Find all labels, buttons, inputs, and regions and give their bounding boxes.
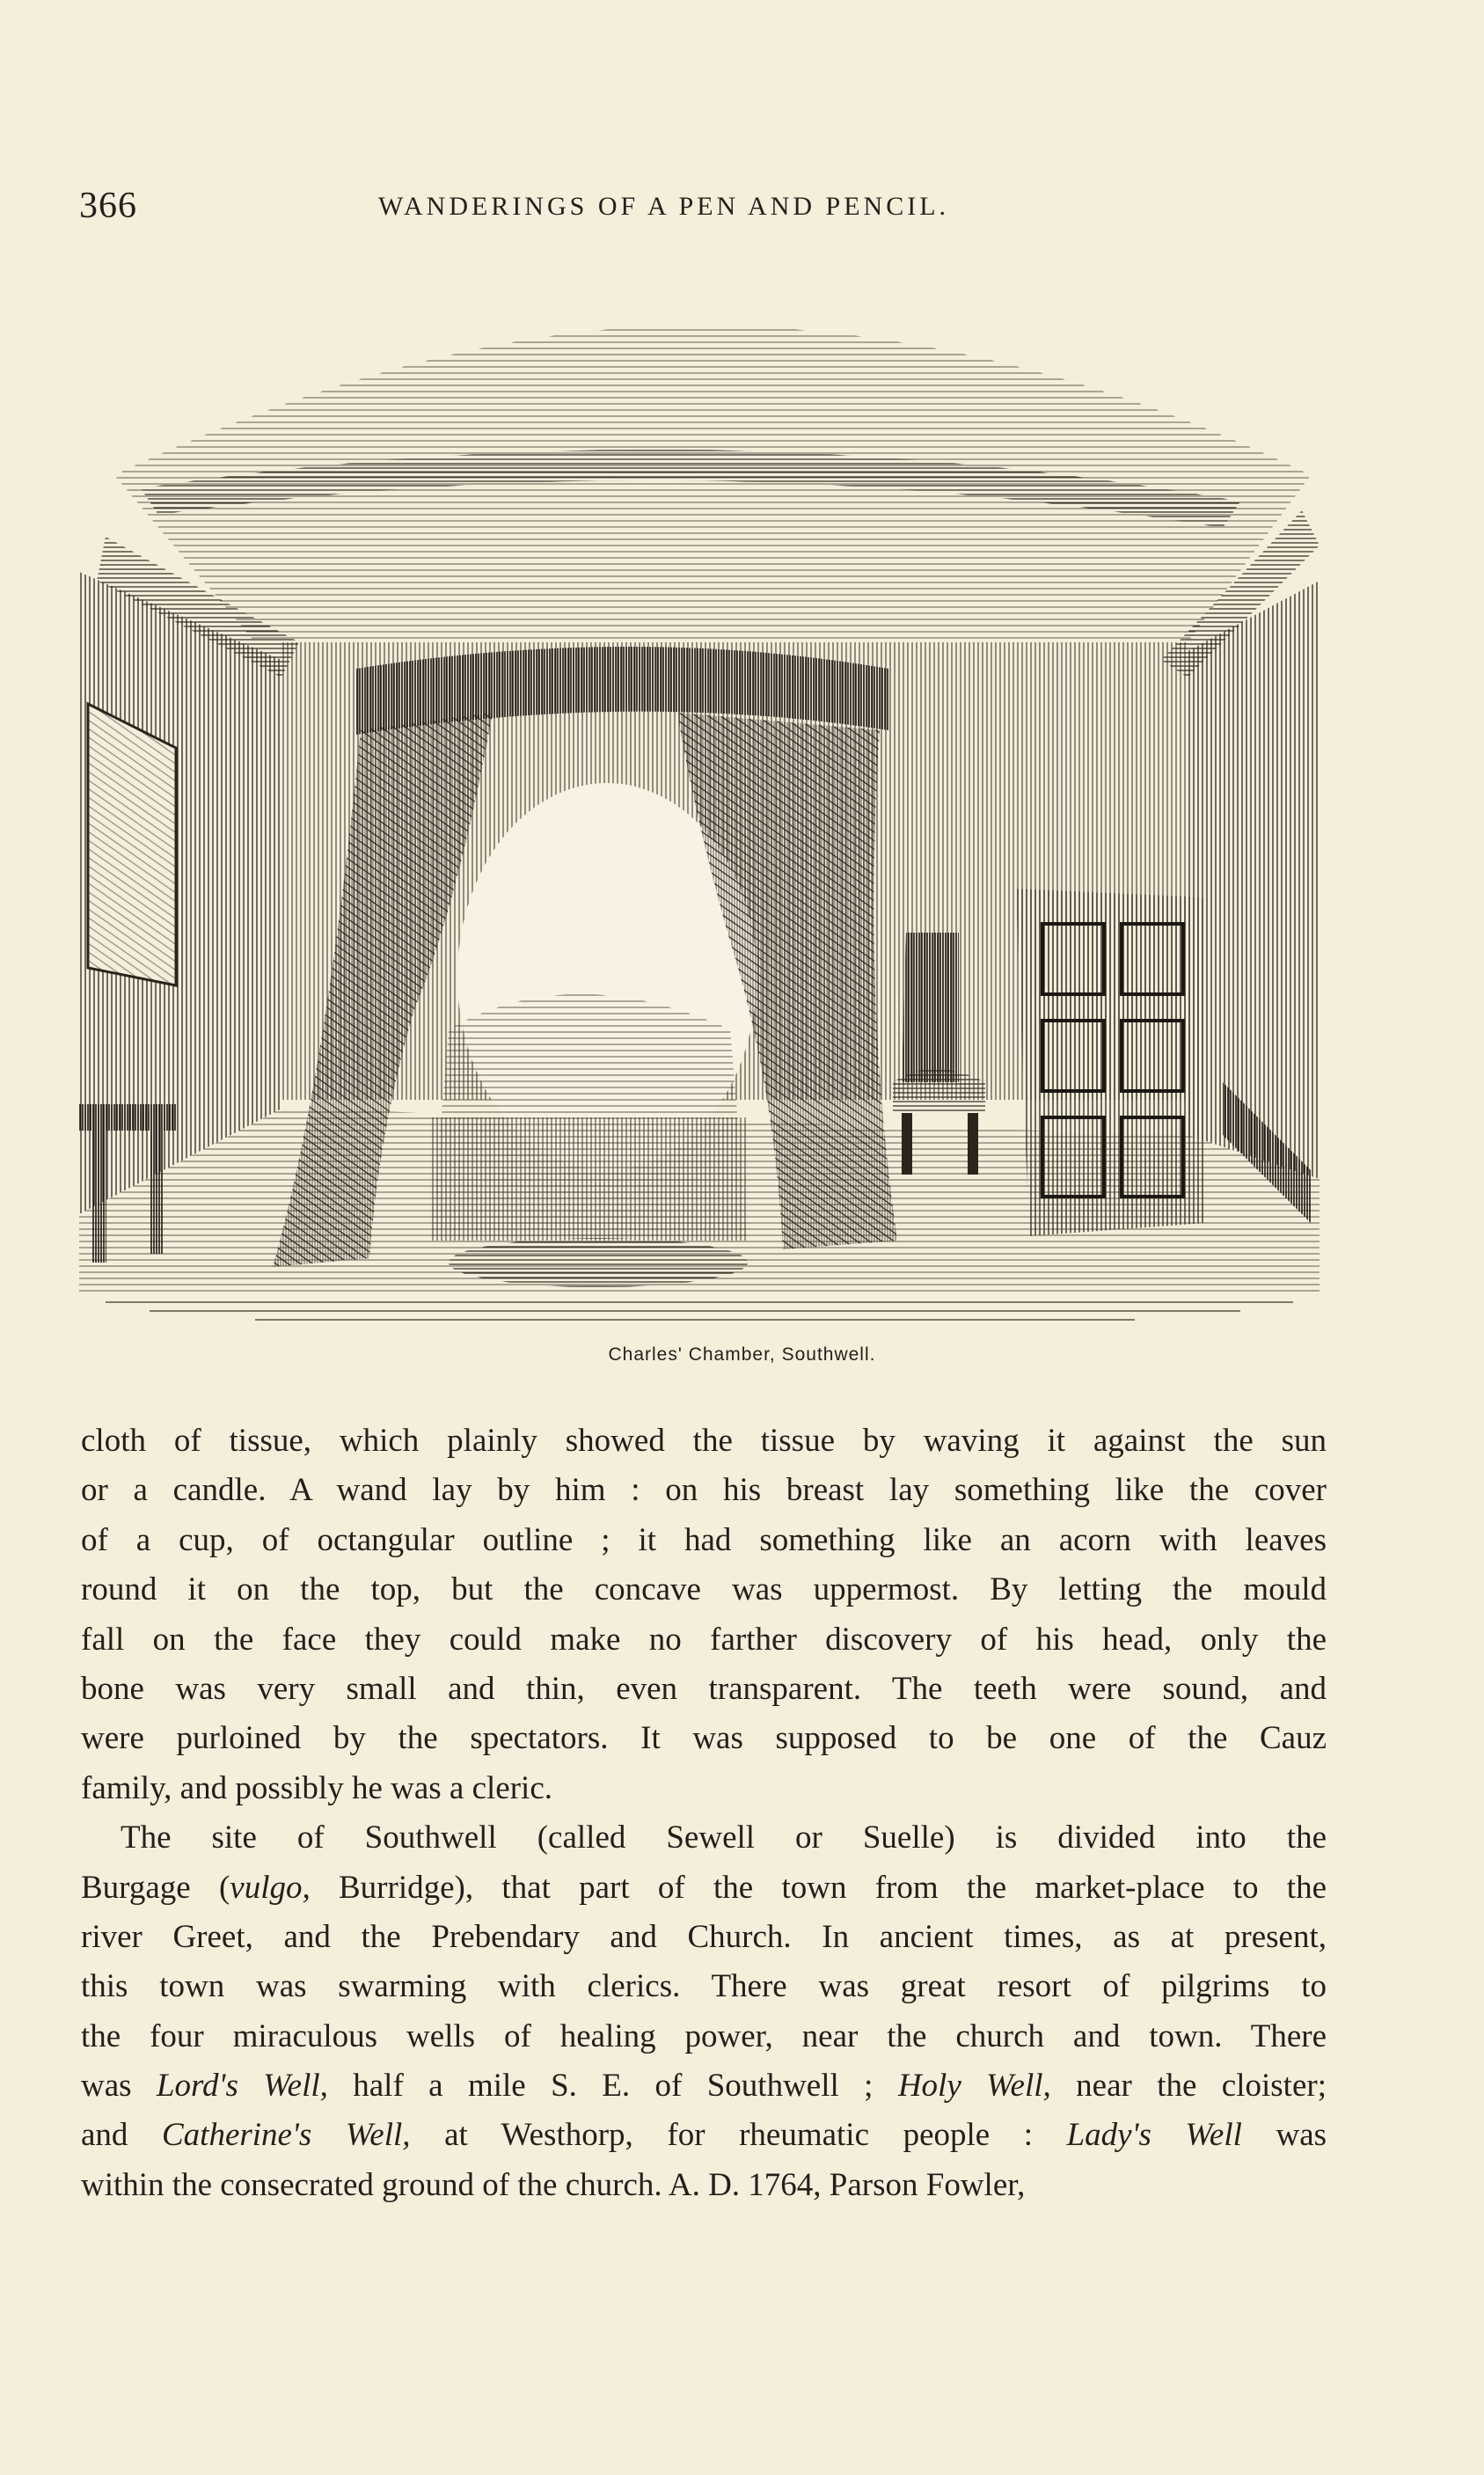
text-segment: river Greet, and the Prebendary and Church. In ancient times, as at present, (81, 1918, 1327, 1955)
body-text (81, 1417, 1327, 2210)
text-segment: the four miraculous wells of healing power, near the church and town. There (81, 2017, 1327, 2054)
text-line (81, 1764, 1327, 1813)
text-line (81, 1417, 1327, 1466)
text-segment: Burridge), that part of the town from the market-place to the (310, 1869, 1327, 1906)
running-head: WANDERINGS OF A PEN AND PENCIL. (378, 192, 950, 221)
right-wall (1188, 581, 1320, 1179)
text-segment: and (81, 2117, 162, 2154)
text-segment: family, and possibly he was a cleric. (81, 1769, 552, 1806)
text-segment: was (81, 2068, 157, 2105)
text-segment: were purloined by the spectators. It was supposed to be one of the Cauz (81, 1720, 1327, 1757)
italic-text: Catherine's Well, (162, 2117, 411, 2154)
engraving-illustration (79, 290, 1320, 1329)
text-segment: The site of Southwell (called Sewell or Suelle) is divided into the (121, 1820, 1327, 1856)
text-segment: cloth of tissue, which plainly showed the tissue by waving it against the sun (81, 1423, 1327, 1459)
text-line (81, 1516, 1327, 1565)
text-line (81, 2061, 1327, 2111)
text-segment: was (1241, 2117, 1327, 2154)
page-number: 366 (79, 186, 137, 226)
text-segment: of a cup, of octangular outline ; it had something like an acorn with leaves (81, 1521, 1327, 1558)
figure-caption: Charles' Chamber, Southwell. (608, 1344, 876, 1365)
text-line (81, 2111, 1327, 2160)
italic-text: Lady's Well (1066, 2117, 1242, 2154)
text-line (81, 1565, 1327, 1615)
side-table (79, 1104, 176, 1131)
text-segment: fall on the face they could make no farther discovery of his head, only the (81, 1621, 1327, 1658)
text-line (81, 1864, 1327, 1913)
text-segment: this town was swarming with clerics. There was great resort of pilgrims to (81, 1968, 1327, 2005)
text-line (81, 1466, 1327, 1515)
text-line (81, 1714, 1327, 1763)
text-line (81, 2012, 1327, 2061)
text-line (81, 1665, 1327, 1714)
italic-text: Lord's Well, (156, 2068, 328, 2105)
text-segment: or a candle. A wand lay by him : on his breast lay something like the cover (81, 1472, 1327, 1509)
text-segment: bone was very small and thin, even transparent. The teeth were sound, and (81, 1670, 1327, 1707)
text-segment: half a mile S. E. of Southwell ; (327, 2068, 898, 2105)
text-segment: round it on the top, but the concave was uppermost. By letting the mould (81, 1571, 1327, 1608)
text-line (81, 1913, 1327, 1962)
text-line (81, 1615, 1327, 1665)
text-segment: Burgage ( (81, 1869, 230, 1906)
italic-text: Holy Well, (897, 2068, 1051, 2105)
text-segment: near the cloister; (1050, 2068, 1327, 2105)
chair (902, 933, 959, 1082)
door (1016, 889, 1205, 1236)
text-line (81, 1813, 1327, 1863)
italic-text: vulgo, (230, 1869, 311, 1906)
text-segment: within the consecrated ground of the church. A. D. 1764, Parson Fowler, (81, 2166, 1026, 2203)
text-segment: at Westhorp, for rheumatic people : (410, 2117, 1067, 2154)
rug (449, 1238, 748, 1287)
text-line (81, 2161, 1327, 2210)
text-line (81, 1962, 1327, 2011)
